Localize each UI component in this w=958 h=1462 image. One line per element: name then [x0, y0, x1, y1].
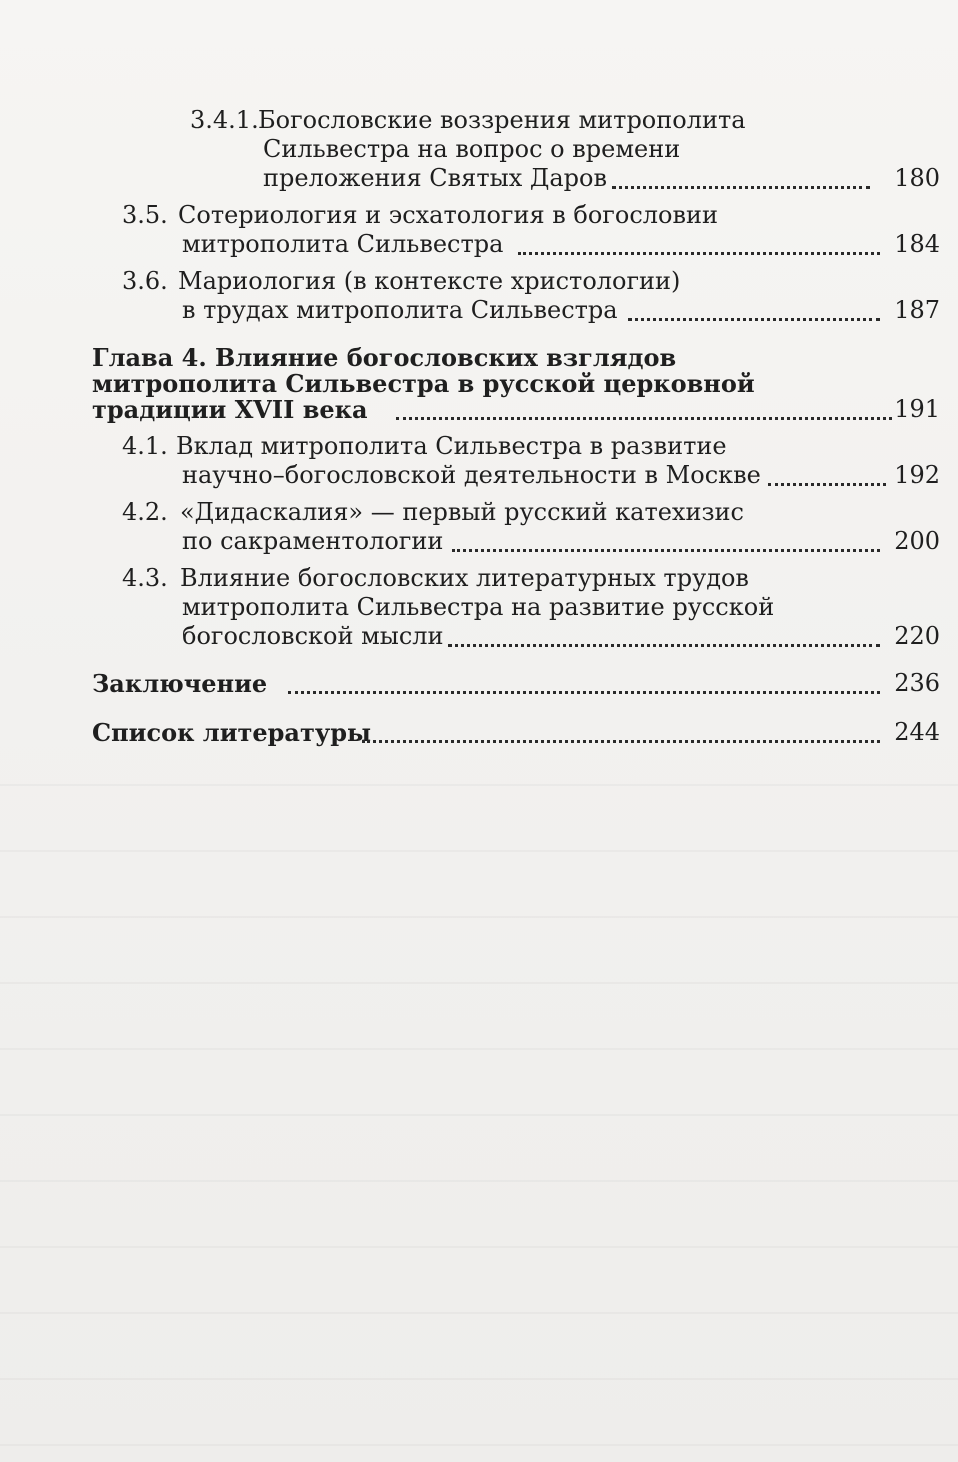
chapter-title-line: Глава 4. Влияние богословских взглядов	[92, 343, 677, 372]
entry-number: 3.5.	[122, 201, 168, 229]
page-number: 192	[894, 461, 940, 489]
entry-title-line: Влияние богословских литературных трудов	[180, 564, 749, 592]
entry-title-line: митрополита Сильвестра на развитие русской	[182, 593, 775, 621]
dot-leader	[452, 549, 880, 552]
entry-number: 3.6.	[122, 267, 168, 295]
dot-leader	[396, 417, 892, 420]
entry-title-line: в трудах митрополита Сильвестра	[182, 296, 618, 324]
entry-number: 4.2.	[122, 498, 168, 526]
entry-title-line: митрополита Сильвестра	[182, 230, 504, 258]
page-number: 187	[894, 296, 940, 324]
entry-number: 4.1.	[122, 432, 168, 460]
entry-title-line: по сакраментологии	[182, 527, 444, 555]
entry-title-line: Мариология (в контексте христологии)	[178, 267, 681, 295]
chapter-title-line: митрополита Сильвестра в русской церковной	[92, 369, 755, 398]
dot-leader	[288, 691, 880, 694]
page-number: 200	[894, 527, 940, 555]
dot-leader	[628, 318, 880, 321]
page-number: 191	[894, 395, 940, 423]
entry-title-line: Богословские воззрения митрополита	[258, 106, 746, 134]
dot-leader	[518, 252, 880, 255]
chapter-title-line: традиции XVII века	[92, 395, 368, 424]
page-number: 184	[894, 230, 940, 258]
dot-leader	[768, 483, 886, 486]
page-number: 180	[894, 164, 940, 192]
section-title: Заключение	[92, 669, 268, 698]
entry-title-line: Сотериология и эсхатология в богословии	[178, 201, 718, 229]
entry-title-line: Вклад митрополита Сильвестра в развитие	[176, 432, 727, 460]
entry-title-line: Сильвестра на вопрос о времени	[263, 135, 681, 163]
entry-title-line: преложения Святых Даров	[263, 164, 608, 192]
entry-number: 4.3.	[122, 564, 168, 592]
dot-leader	[612, 186, 870, 189]
bleed-through	[0, 740, 958, 1462]
entry-number: 3.4.1.	[190, 106, 259, 134]
dot-leader	[448, 644, 880, 647]
entry-title-line: научно–богословской деятельности в Москве	[182, 461, 761, 489]
section-title: Список литературы	[92, 718, 372, 747]
entry-title-line: богословской мысли	[182, 622, 444, 650]
page-number: 220	[894, 622, 940, 650]
page-number: 244	[894, 718, 940, 746]
dot-leader	[362, 740, 880, 743]
entry-title-line: «Дидаскалия» — первый русский катехизис	[180, 498, 744, 526]
page-number: 236	[894, 669, 940, 697]
